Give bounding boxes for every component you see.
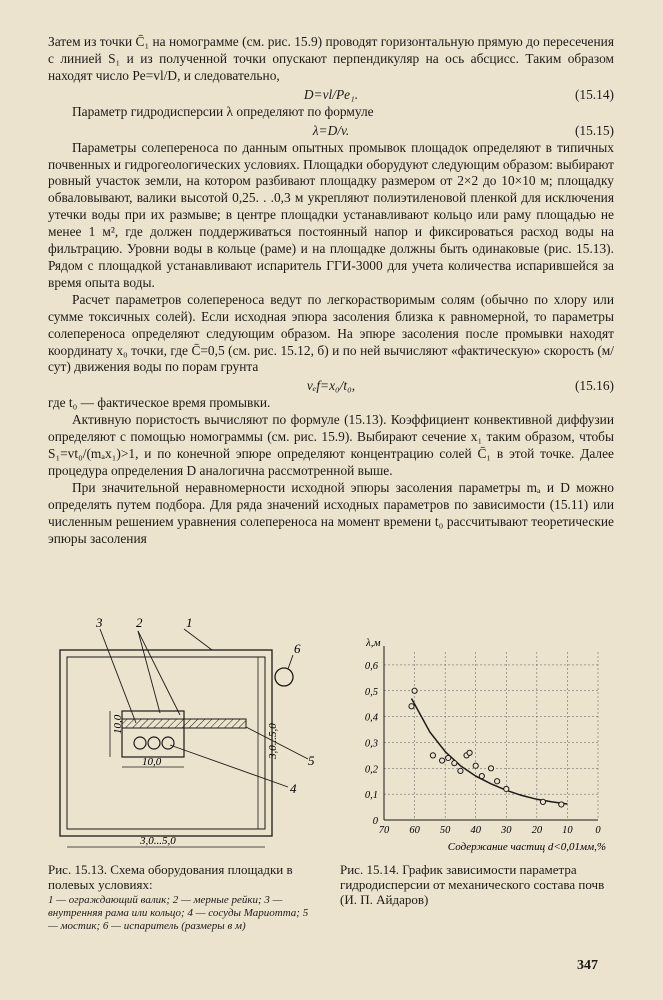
label-3: 3 [96, 615, 103, 630]
inner-frame [122, 711, 184, 757]
y-tick-label: 0 [372, 816, 378, 827]
equation-number: (15.16) [574, 378, 614, 394]
y-tick-label: 0,6 [364, 660, 378, 672]
equation-text: λ=D/v. [312, 122, 350, 138]
caption-text: Рис. 15.14. График зависимости параметра гидродисперсии от механического состава почв (И. П. Айдаров) [340, 862, 605, 907]
data-point [439, 758, 444, 763]
paragraph-5: где t₀ — фактическое время промывки. [48, 395, 271, 411]
x-axis-label: Содержание частиц d<0,01мм,% [447, 841, 606, 853]
equation-text: vₑf=x₀/t₀, [306, 378, 356, 394]
fit-curve [412, 699, 568, 805]
y-tick-label: 0,2 [364, 764, 378, 776]
caption-15-13 [48, 862, 310, 933]
data-point [479, 773, 484, 778]
dimension-10-horizontal: 10,0 [142, 756, 162, 768]
y-tick-label: 0,5 [364, 686, 378, 698]
evaporator [275, 668, 293, 686]
label-4: 4 [290, 781, 297, 796]
data-point [473, 763, 478, 768]
x-tick-label: 70 [378, 825, 390, 836]
equation-number: (15.15) [574, 122, 614, 138]
equation-number: (15.14) [574, 86, 614, 102]
data-point [412, 688, 417, 693]
paragraph-4: Расчет параметров солепереноса ведут по легкорастворимым солям (обычно по хлору или сумме токсичных солей). Если исходная эпюра засоления близка к равномерной, то параметры солепереноса определяют следующим образом. На эпюре засоления после промывки находят координату x₀ точки, где C̄=0,5 (см. рис. 15.12, б) и по ней вычисляют «фактическую» скорость (м/сут) движения воды по порам грунта [48, 291, 614, 375]
figure-15-14-chart [348, 636, 620, 854]
leader-line [138, 631, 160, 713]
x-tick-label: 30 [501, 825, 512, 836]
leader-line [138, 631, 180, 715]
paragraph-2: Параметр гидродисперсии λ определяют по формуле [72, 103, 374, 119]
caption-legend: 1 — ограждающий валик; 2 — мерные рейки; 3 — внутренняя рама или кольцо; 4 — сосуды Мариотта; 5 — мостик; 6 — испаритель (размеры в м) [48, 894, 309, 932]
mariotte-vessel [148, 737, 160, 749]
equation-15-15 [48, 121, 614, 140]
label-5: 5 [308, 753, 315, 768]
mariotte-vessel [162, 737, 174, 749]
dimension-3-5-vertical: 3,0...5,0 [267, 723, 279, 759]
x-tick-label: 20 [531, 825, 543, 836]
data-point [452, 761, 457, 766]
data-point [559, 802, 564, 807]
paragraph-3: Параметры солепереноса по данным опытных промывок площадок определяют в типичных почвенных и гидрогеологических условиях. Площадки оборудуют следующим образом: выбирают ровный участок земли, на котором разбивают площадку размером от 2×2 до 10×10 м; площадку обваловывают, валики высотой 0,25. . .0,3 м укрепляют полиэтиленовой пленкой для исключения утечки воды при их размыве; в центре площадки устанавливают кольцо или раму площадью не менее 1 м², где должен поддерживаться постоянный напор и фиксироваться расход воды на фильтрацию. Уровни воды в кольце (раме) и на площадке должны быть одинаковые (рис. 15.13). Рядом с площадкой устанавливают испаритель ГГИ-3000 для учета количества испарившейся за время опыта воды. [48, 139, 614, 290]
equation-15-16 [48, 376, 614, 395]
equation-text: D=vl/Pe₁. [303, 86, 359, 102]
outer-bank [60, 650, 272, 836]
figure-15-13-scheme [40, 615, 320, 865]
caption-15-14 [340, 862, 622, 907]
equation-15-14 [48, 85, 614, 104]
x-tick-label: 10 [562, 825, 573, 836]
x-tick-label: 0 [595, 825, 601, 836]
leader-line [100, 629, 136, 723]
leader-line [288, 655, 293, 669]
data-point [540, 799, 545, 804]
paragraph-6: Активную пористость вычисляют по формуле (15.13). Коэффициент конвективной диффузии определяют с помощью номограммы (см. рис. 15.9). Выбирают сечение x₁ таким образом, чтобы S₁=vt₀/(mₐx₁)>1, и по конечной эпюре определяют концентрацию солей C̄₁ в этой точке. Далее процедура определения D аналогична рассмотренной выше. [48, 412, 614, 478]
y-tick-label: 0,4 [364, 712, 378, 724]
leader-line [184, 629, 212, 650]
x-tick-label: 40 [470, 825, 481, 836]
x-tick-label: 60 [409, 825, 420, 836]
x-tick-label: 50 [439, 825, 451, 836]
caption-text: Рис. 15.13. Схема оборудования площадки в полевых условиях: [48, 862, 293, 892]
y-tick-label: 0,1 [364, 790, 378, 802]
label-1: 1 [186, 615, 193, 630]
y-tick-label: 0,3 [364, 738, 378, 750]
data-point [467, 750, 472, 755]
dimension-3-5-horizontal: 3,0...5,0 [140, 835, 176, 847]
paragraph-1: Затем из точки C̄₁ на номограмме (см. рис. 15.9) проводят горизонтальную прямую до пересечения с линией S₁ и из полученной точки опускают перпендикуляр на ось абсцисс. Таким образом находят число Pe=vl/D, и следовательно, [48, 34, 614, 83]
y-axis-label: λ,м [366, 637, 381, 649]
body-text [48, 34, 614, 547]
data-point [446, 755, 451, 760]
data-point [488, 766, 493, 771]
mariotte-vessel [134, 737, 146, 749]
page-number: 347 [577, 958, 598, 973]
data-point [430, 753, 435, 758]
data-point [504, 786, 509, 791]
dimension-10-vertical: 10,0 [112, 714, 124, 734]
label-2: 2 [136, 615, 143, 630]
data-point [495, 779, 500, 784]
label-6: 6 [294, 641, 301, 656]
data-point [458, 768, 463, 773]
inner-bank [67, 657, 265, 829]
paragraph-7: При значительной неравномерности исходной эпюры засоления параметры mₐ и D можно определять путем подбора. Для ряда значений исходных параметров по зависимости (15.11) или численным решением уравнения солепереноса на момент времени t₀ рассчитывают теоретические эпюры засоления [48, 479, 614, 546]
data-point [409, 704, 414, 709]
